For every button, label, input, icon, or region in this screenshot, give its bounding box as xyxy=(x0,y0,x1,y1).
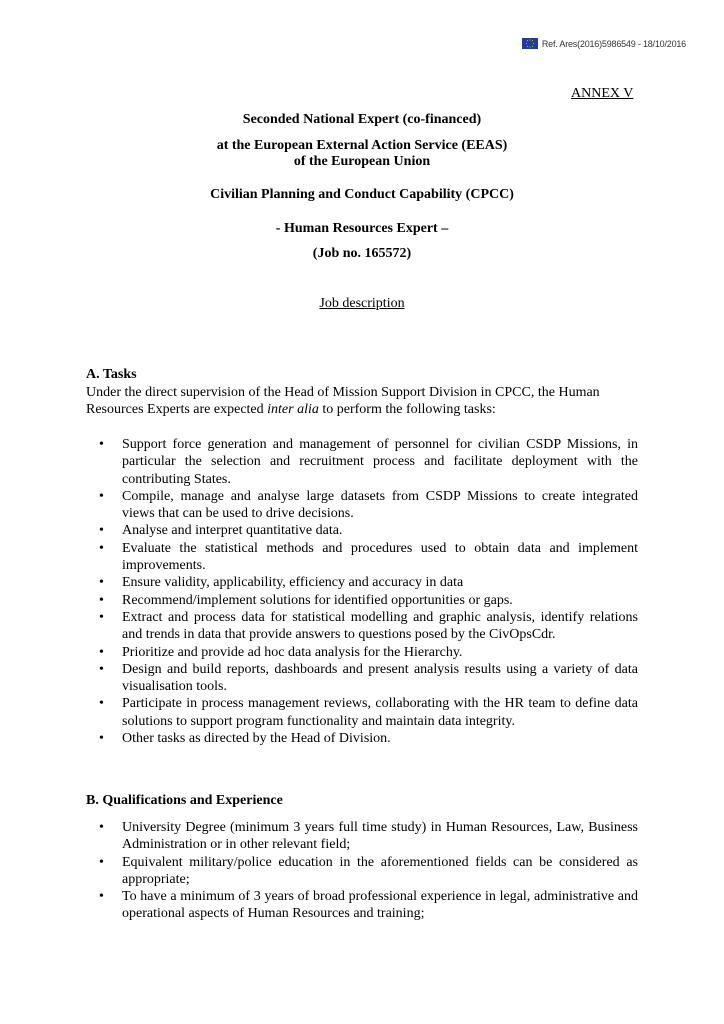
reference-text: Ref. Ares(2016)5986549 - 18/10/2016 xyxy=(541,38,686,49)
section-b-heading: B. Qualifications and Experience xyxy=(86,793,283,808)
annex-label: ANNEX V xyxy=(571,86,634,101)
title-line-2: at the European External Action Service (EEAS) xyxy=(216,138,508,153)
list-item: • Evaluate the statistical methods and procedures used to obtain data and implement improvements. xyxy=(86,540,638,575)
qualifications-list xyxy=(86,819,638,923)
title-line-6: (Job no. 165572) xyxy=(312,246,412,261)
title-block-eeas xyxy=(86,138,638,170)
job-description-label: Job description xyxy=(319,296,405,311)
section-a-heading: A. Tasks xyxy=(86,367,137,382)
title-line-5: - Human Resources Expert – xyxy=(275,221,449,236)
list-item: • Compile, manage and analyse large datasets from CSDP Missions to create integrated views that can be used to drive decisions. xyxy=(86,488,638,523)
tasks-list xyxy=(86,436,638,747)
title-line-4: Civilian Planning and Conduct Capability (CPCC) xyxy=(210,187,514,202)
title-line-1: Seconded National Expert (co-financed) xyxy=(242,112,482,127)
reference-stamp xyxy=(522,38,686,49)
eu-flag-icon xyxy=(522,38,538,49)
list-item: • Analyse and interpret quantitative data. xyxy=(86,522,638,539)
list-item: • Equivalent military/police education in the aforementioned fields can be considered as appropriate; xyxy=(86,854,638,889)
list-item: • University Degree (minimum 3 years full time study) in Human Resources, Law, Business Administration or in other relevant field; xyxy=(86,819,638,854)
list-item: • Recommend/implement solutions for identified opportunities or gaps. xyxy=(86,592,638,609)
list-item: • Support force generation and management of personnel for civilian CSDP Missions, in particular the selection and recruitment process and facilitate deployment with the contributing States. xyxy=(86,436,638,488)
list-item: • Participate in process management reviews, collaborating with the HR team to define data solutions to support program functionality and maintain data integrity. xyxy=(86,695,638,730)
intro-text-italic: inter alia xyxy=(267,402,319,418)
title-line-3: of the European Union xyxy=(293,154,431,169)
list-item: • Extract and process data for statistical modelling and graphic analysis, identify relations and trends in data that provide answers to questions posed by the CivOpsCdr. xyxy=(86,609,638,644)
intro-text-before: Under the direct supervision of the Head of Mission Support Division in CPCC, the Human Resources Experts are expected xyxy=(86,385,600,418)
list-item: • Other tasks as directed by the Head of Division. xyxy=(86,730,638,747)
intro-text-after: to perform the following tasks: xyxy=(318,402,496,418)
list-item: • Design and build reports, dashboards and present analysis results using a variety of data visualisation tools. xyxy=(86,661,638,696)
section-a-intro xyxy=(86,384,638,419)
list-item: • To have a minimum of 3 years of broad professional experience in legal, administrative and operational aspects of Human Resources and training; xyxy=(86,888,638,923)
list-item: • Ensure validity, applicability, efficiency and accuracy in data xyxy=(86,574,638,591)
list-item: • Prioritize and provide ad hoc data analysis for the Hierarchy. xyxy=(86,644,638,661)
